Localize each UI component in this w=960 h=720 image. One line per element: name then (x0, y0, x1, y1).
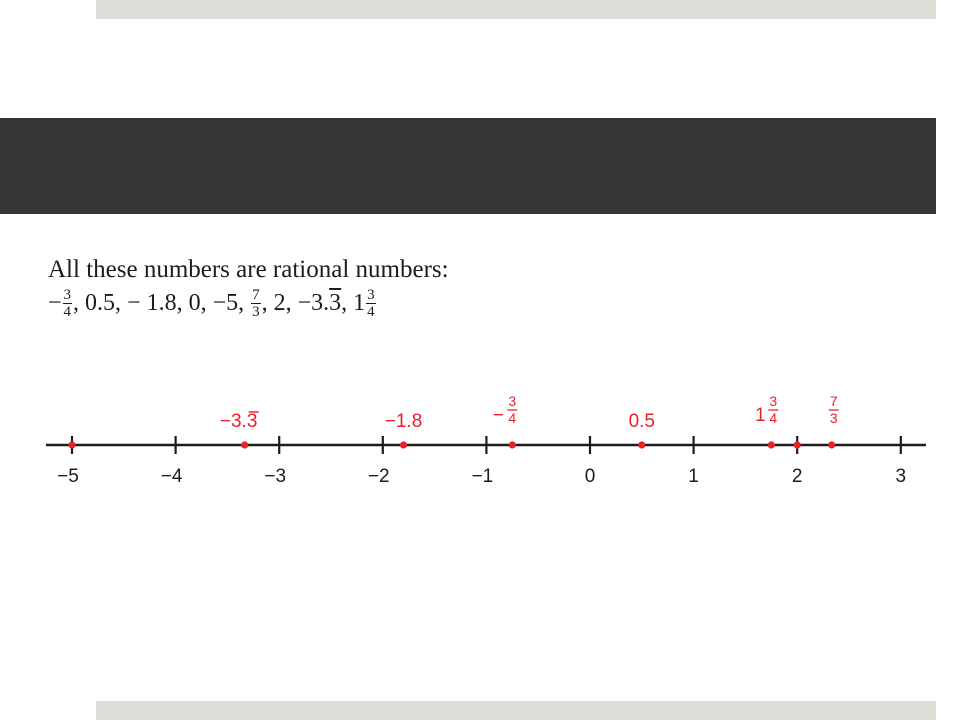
list-text-a: , 0.5, − 1.8, 0, −5, (73, 290, 251, 316)
list-text-b: , 2, −3. (261, 290, 330, 316)
point-marker (638, 441, 645, 448)
point-label: 0.5 (628, 411, 656, 432)
point-marker (400, 441, 407, 448)
point-label-numerator: 3 (769, 393, 778, 409)
point-label-numerator: 3 (508, 393, 517, 409)
repeating-digit: 3 (329, 290, 342, 316)
fraction-numerator: 3 (367, 287, 375, 303)
point-marker (509, 441, 516, 448)
tick-label: −3 (264, 466, 287, 487)
fraction-numerator: 3 (63, 287, 72, 303)
tick-label: 3 (895, 466, 907, 487)
slide-heading: All these numbers are rational numbers: (48, 256, 449, 283)
tick-label: −2 (367, 466, 390, 487)
fraction-denominator: 4 (63, 304, 72, 320)
point-marker (768, 441, 775, 448)
point-label (220, 411, 258, 432)
list-text-c: , 1 (341, 290, 366, 316)
fraction-numerator: 7 (252, 287, 260, 303)
point-label-whole: 1 (755, 405, 766, 426)
point-label-main: −3. (219, 411, 247, 432)
tick-label: 2 (791, 466, 803, 487)
point-label-sign: − (492, 405, 504, 426)
tick-label: −5 (57, 466, 79, 487)
point-label-denominator: 3 (829, 410, 838, 426)
point-marker (794, 441, 801, 448)
point-label: −1.8 (384, 411, 423, 432)
point-marker (828, 441, 835, 448)
neg-sign: − (48, 290, 62, 316)
bottom-decorative-bar (96, 701, 936, 720)
point-label-denominator: 4 (769, 410, 778, 426)
point-marker (241, 441, 248, 448)
tick-label: −4 (160, 466, 183, 487)
tick-label: 1 (688, 466, 699, 487)
fraction-denominator: 4 (367, 304, 375, 320)
point-marker (68, 441, 75, 448)
point-label-repeat: 3 (246, 411, 258, 432)
point-label-denominator: 4 (508, 410, 517, 426)
tick-label: 0 (584, 466, 596, 487)
point-label-numerator: 7 (829, 393, 838, 409)
fraction-denominator: 3 (252, 304, 260, 320)
tick-label: −1 (471, 466, 494, 487)
